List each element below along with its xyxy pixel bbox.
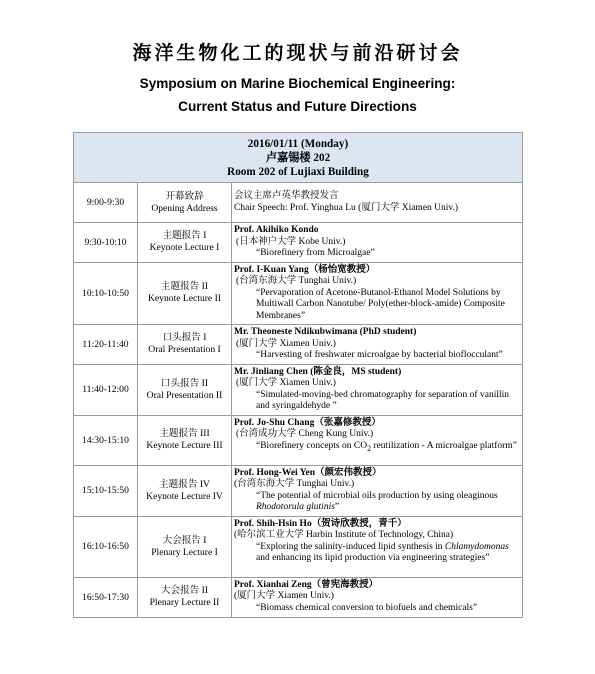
table-row: [74, 364, 523, 415]
session-time: 14:30-15:10: [74, 415, 138, 465]
table-row: [74, 465, 523, 516]
session-type-en: Plenary Lecture II: [149, 597, 220, 608]
session-type: [138, 516, 232, 577]
title-english-line-2: Current Status and Future Directions: [178, 99, 417, 114]
session-time: 16:10-16:50: [74, 516, 138, 577]
session-detail: [232, 183, 523, 223]
speaker-affiliation: (厦门大学 Xiamen Univ.): [236, 378, 336, 388]
session-detail: [232, 364, 523, 415]
talk-title-part: ”: [334, 502, 340, 512]
session-type-en: Keynote Lecture III: [146, 440, 223, 451]
speaker-affiliation: (台湾东海大学 Tunghai Univ.): [234, 479, 355, 489]
talk-title-part: “Exploring the salinity-induced lipid synthesis in: [256, 541, 445, 552]
session-type-cn: 口头报告 I: [162, 332, 207, 344]
talk-title: “Biorefinery from Microalgae”: [256, 248, 375, 258]
session-time: 10:10-10:50: [74, 262, 138, 325]
session-detail: [232, 223, 523, 263]
session-time: 11:20-11:40: [74, 325, 138, 365]
table-row: [74, 577, 523, 617]
talk-title-species: Rhodotorula glutinis: [256, 502, 335, 512]
session-type-cn: 主题报告 III: [159, 428, 210, 439]
table-row: [74, 262, 523, 325]
talk-title: “Simulated-moving-bed chromatography for separation of vanillin and syringaldehyde ”: [256, 389, 509, 411]
session-type-cn: 主题报告 I: [162, 230, 207, 242]
speaker-name: Mr. Theoneste Ndikubwimana (PhD student): [234, 327, 417, 337]
session-type: [138, 223, 232, 263]
speaker-affiliation: (台湾东海大学 Tunghai Univ.): [236, 276, 357, 286]
table-row: [74, 183, 523, 223]
session-type-en: Oral Presentation I: [148, 344, 221, 356]
session-type: [138, 364, 232, 415]
session-detail: [232, 325, 523, 365]
session-detail: [232, 577, 523, 617]
speaker-name: Prof. Jo-Shu Chang（张嘉修教授）: [234, 417, 381, 428]
title-english-line-1: Symposium on Marine Biochemical Engineering:: [139, 76, 456, 91]
venue-chinese: 卢嘉锡楼 202: [265, 151, 331, 164]
session-type: [138, 262, 232, 325]
session-type: [138, 465, 232, 516]
talk-title: [234, 542, 522, 565]
session-type-cn: 大会报告 II: [160, 585, 209, 596]
session-type: [138, 183, 232, 223]
session-detail: [232, 516, 523, 577]
speaker-affiliation: (厦门大学 Xiamen Univ.): [236, 338, 336, 349]
speaker-name: Mr. Jinliang Chen (陈金良，MS student): [234, 366, 402, 377]
session-detail: [232, 415, 523, 465]
session-type: [138, 415, 232, 465]
table-row: [74, 223, 523, 263]
talk-title: “Harvesting of freshwater microalgae by bacterial bioflocculant”: [256, 350, 503, 360]
speaker-affiliation: (哈尔滨工业大学 Harbin Institute of Technology, China): [234, 530, 454, 540]
session-type-en: Keynote Lecture II: [148, 293, 221, 305]
session-type-en: Keynote Lecture I: [149, 242, 220, 254]
session-type: [138, 577, 232, 617]
speaker-name: Prof. Hong-Wei Yen（颜宏伟教授）: [234, 467, 382, 478]
session-type-en: Oral Presentation II: [146, 389, 223, 401]
speaker-name: Prof. Shih-Hsin Ho（贺诗欣教授，青千）: [234, 518, 407, 529]
speaker-affiliation: (日本神户大学 Kobe Univ.): [236, 236, 346, 247]
talk-title-part: “Biorefinery concepts on CO: [256, 440, 368, 451]
session-type-en: Keynote Lecture IV: [146, 490, 223, 502]
talk-title-part: “The potential of microbial oils production by using oleaginous: [256, 490, 498, 501]
session-type: [138, 325, 232, 365]
session-type-cn: 主题报告 IV: [159, 478, 210, 490]
venue-english: Room 202 of Lujiaxi Building: [227, 165, 369, 178]
speaker-name: Prof. Xianhai Zeng（曾宪海教授）: [234, 579, 379, 590]
session-type-en: Plenary Lecture I: [151, 546, 218, 558]
session-chair-en: Chair Speech: Prof. Yinghua Lu (厦门大学 Xiamen Univ.): [234, 202, 459, 213]
session-detail: [232, 262, 523, 325]
talk-title-species: Chlamydomonas: [444, 541, 509, 552]
talk-title-part: and enhancing its lipid production via engineering strategies”: [256, 553, 490, 563]
speaker-affiliation: (厦门大学 Xiamen Univ.): [234, 591, 334, 601]
session-time: 11:40-12:00: [74, 364, 138, 415]
speaker-name: Prof. Akihiko Kondo: [234, 225, 319, 235]
schedule-header: [74, 133, 523, 183]
table-row: [74, 516, 523, 577]
session-type-cn: 大会报告 I: [162, 534, 207, 546]
session-type-en: Opening Address: [151, 202, 218, 214]
speaker-name: Prof. I-Kuan Yang（杨怡宽教授）: [234, 264, 376, 275]
session-type-cn: 主题报告 II: [160, 281, 209, 293]
schedule-header-row: [74, 133, 523, 183]
session-time: 9:30-10:10: [74, 223, 138, 263]
session-time: 9:00-9:30: [74, 183, 138, 223]
session-detail: [232, 465, 523, 516]
session-type-cn: 开幕致辞: [165, 190, 204, 202]
speaker-affiliation: (台湾成功大学 Cheng Kung Univ.): [236, 429, 374, 439]
table-row: [74, 415, 523, 465]
talk-title-part: reutilization - A microalgae platform”: [371, 440, 517, 451]
schedule-date: 2016/01/11 (Monday): [247, 137, 349, 150]
schedule-table: [73, 132, 523, 618]
session-type-cn: 口头报告 II: [160, 377, 209, 389]
talk-title-subscript: 2: [367, 443, 372, 453]
title-english: [0, 72, 595, 118]
talk-title: “Biomass chemical conversion to biofuels and chemicals”: [256, 602, 478, 613]
talk-title: [234, 491, 522, 514]
table-row: [74, 325, 523, 365]
session-time: 16:50-17:30: [74, 577, 138, 617]
session-time: 15:10-15:50: [74, 465, 138, 516]
title-chinese: 海洋生物化工的现状与前沿研讨会: [132, 42, 463, 64]
session-chair-cn: 会议主席卢英华教授发言: [234, 191, 339, 201]
talk-title: [234, 441, 522, 454]
talk-title: “Pervaporation of Acetone-Butanol-Ethanol Model Solutions by Multiwall Carbon Nanotube/ Poly(ether-block-amide) Composite Membranes”: [256, 287, 505, 321]
